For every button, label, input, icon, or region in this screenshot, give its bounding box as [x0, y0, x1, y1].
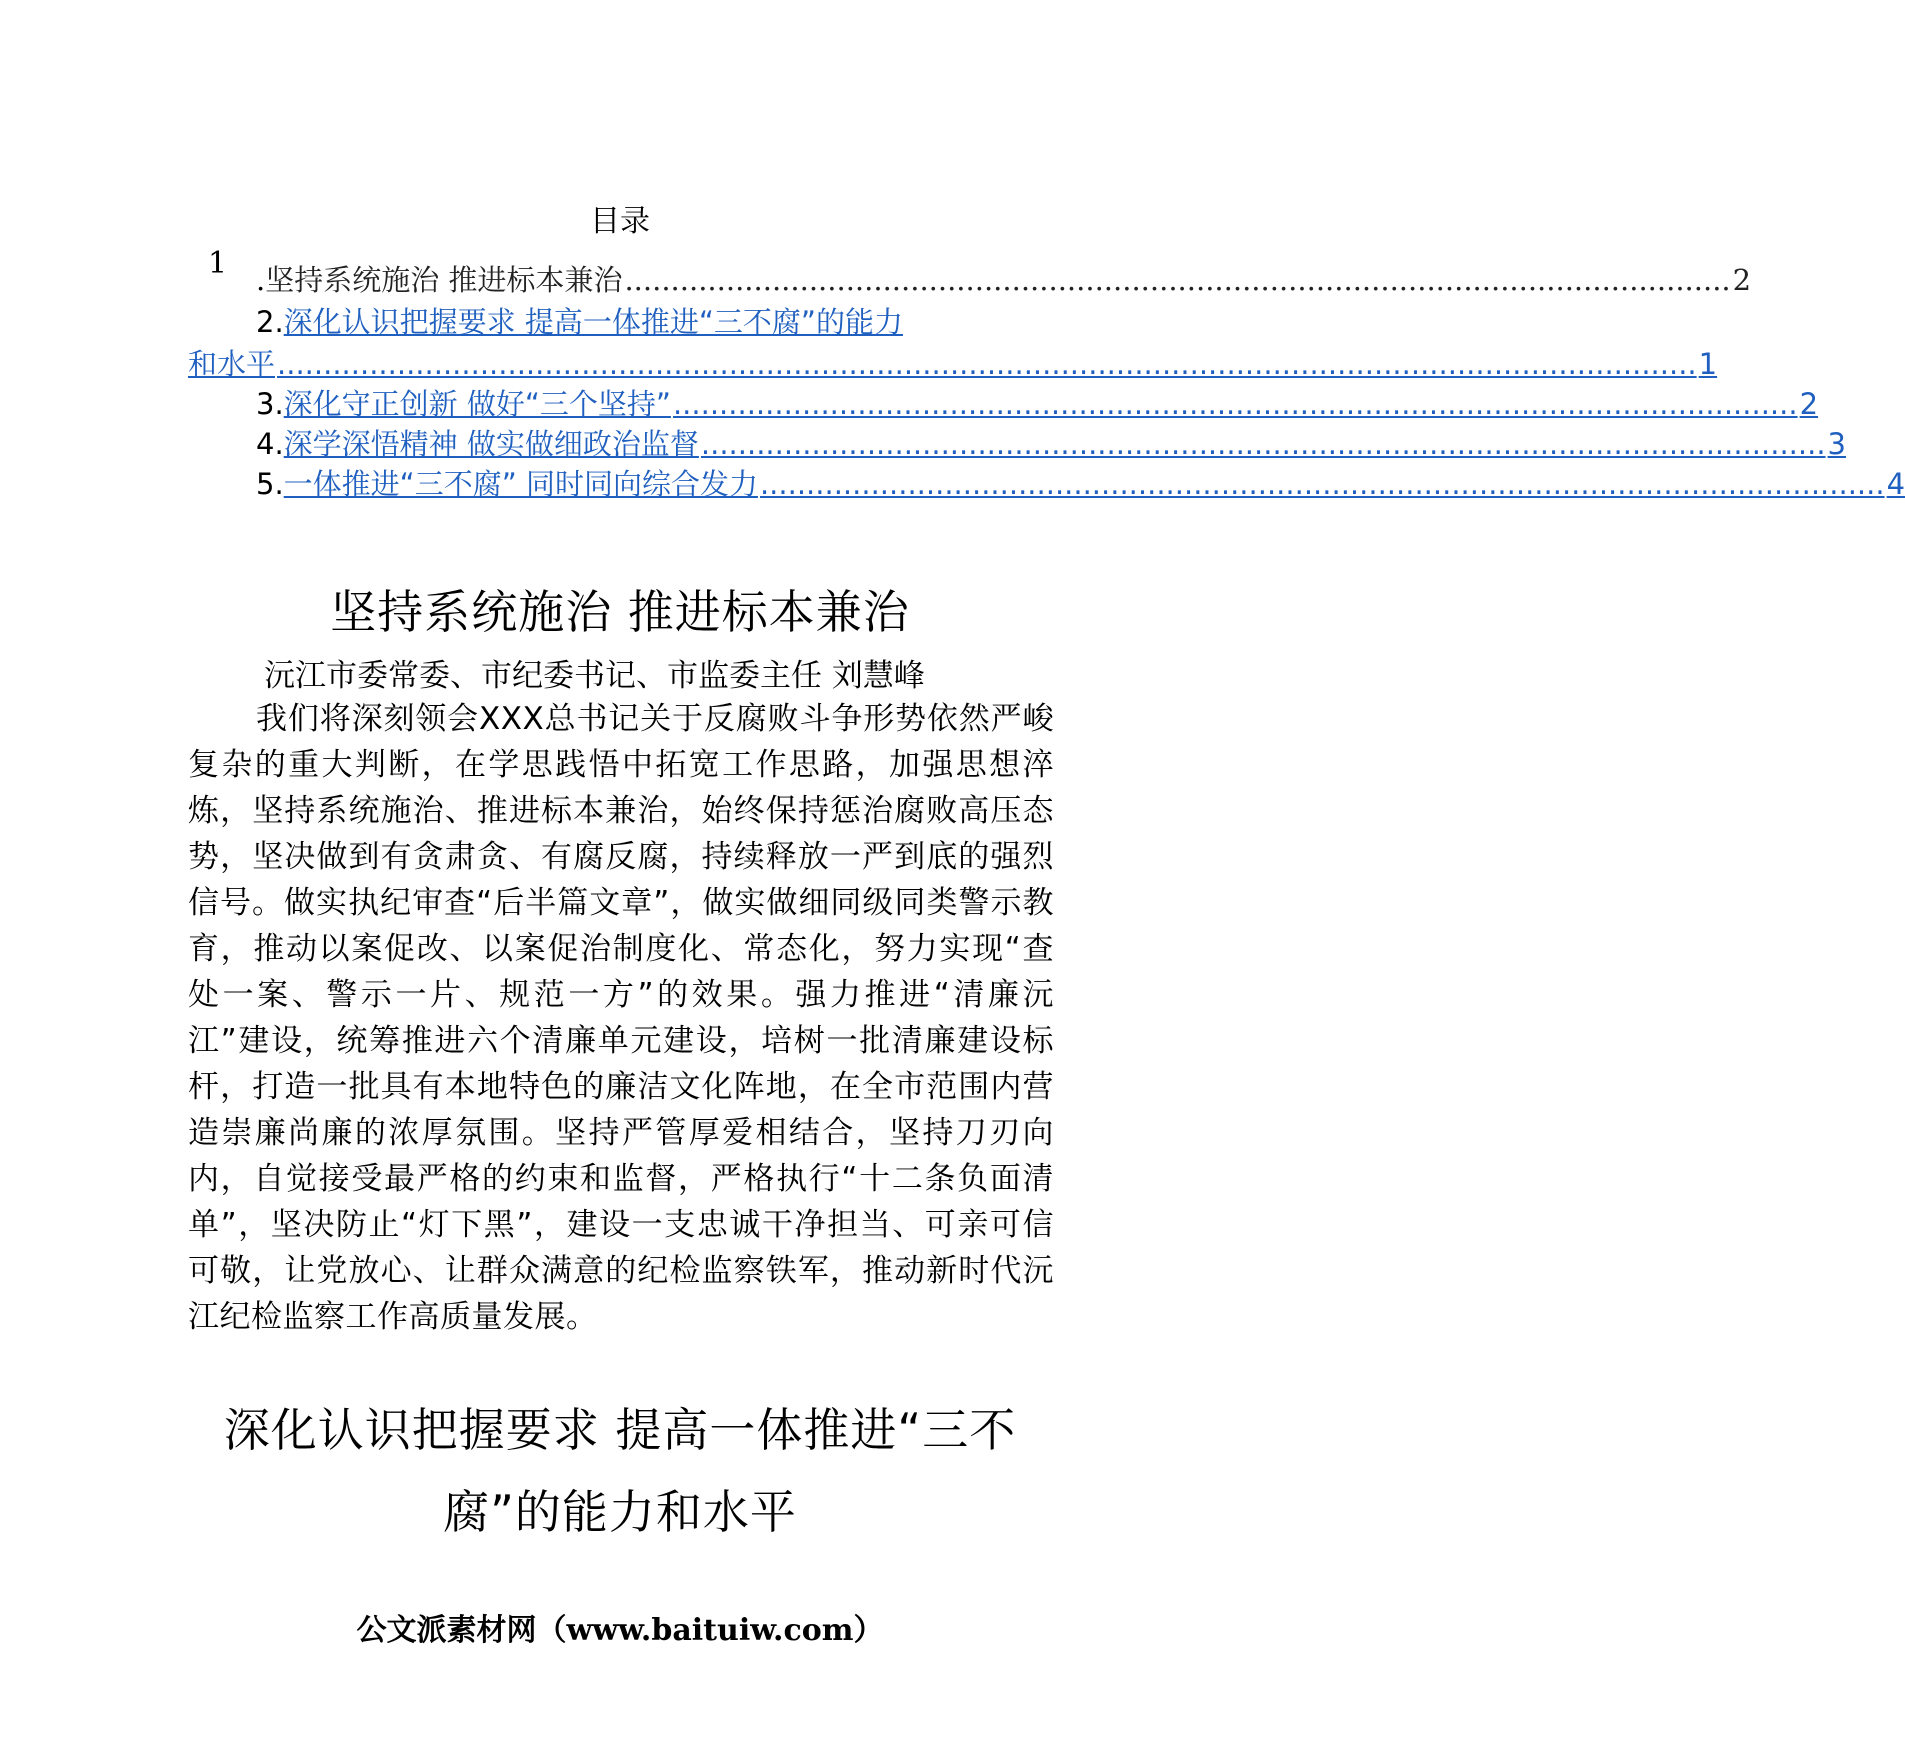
article-2-title-line-2: 腐”的能力和水平 — [443, 1485, 797, 1539]
toc-item-number: 2. — [256, 305, 284, 339]
article-1-byline: 沅江市委常委、市纪委书记、市监委主任 刘慧峰 — [264, 658, 925, 694]
toc-item-page: 3 — [1827, 427, 1846, 461]
toc-item-link[interactable]: 深学深悟精神 做实做细政治监督 — [283, 427, 699, 461]
toc-leader-dots: .......................................................................................................................... — [672, 387, 1798, 421]
toc-item-page: 4 — [1886, 467, 1905, 501]
toc-leader-dots: ........................................................................................................................ — [624, 263, 1731, 297]
footer-watermark: 公文派素材网（www.baituiw.com） — [356, 1613, 884, 1648]
toc-item-number: 4. — [256, 427, 284, 461]
toc-item-link-continued[interactable]: 和水平 — [188, 347, 276, 381]
toc-first-number: 1 — [208, 246, 228, 281]
toc-item-page: 2 — [1799, 387, 1819, 421]
toc-item-5[interactable] — [188, 460, 1905, 504]
toc-item-link[interactable]: 深化认识把握要求 提高一体推进“三不腐”的能力 — [283, 305, 903, 339]
toc-item-number: . — [256, 263, 266, 297]
toc-title: 目录 — [590, 204, 650, 239]
toc-item-number: 5. — [256, 467, 284, 501]
toc-item-3[interactable] — [188, 380, 1819, 424]
toc-item-1[interactable] — [188, 256, 1752, 300]
article-1-title: 坚持系统施治 推进标本兼治 — [330, 585, 910, 639]
toc-item-2[interactable] — [188, 298, 1054, 342]
toc-item-2-continued[interactable] — [188, 340, 1718, 384]
article-1-body: 我们将深刻领会XXX总书记关于反腐败斗争形势依然严峻复杂的重大判断，在学思践悟中拓宽工作思路，加强思想淬炼，坚持系统施治、推进标本兼治，始终保持惩治腐败高压态势，坚决做到有贪肃贪、有腐反腐，持续释放一严到底的强烈信号。做实执纪审查“后半篇文章”，做实做细同级同类警示教育，推动以案促改、以案促治制度化、常态化，努力实现“查处一案、警示一片、规范一方”的效果。强力推进“清廉沅江”建设，统筹推进六个清廉单元建设，培树一批清廉建设标杆，打造一批具有本地特色的廉洁文化阵地，在全市范围内营造崇廉尚廉的浓厚氛围。坚持严管厚爱相结合，坚持刀刃向内，自觉接受最严格的约束和监督，严格执行“十二条负面清单”，坚决防止“灯下黑”，建设一支忠诚干净担当、可亲可信可敬，让党放心、让群众满意的纪检监察铁军，推动新时代沅江纪检监察工作高质量发展。 — [188, 701, 1054, 1335]
toc-leader-dots: .......................................................................................................................... — [700, 427, 1826, 461]
toc-item-text: 坚持系统施治 推进标本兼治 — [265, 263, 623, 297]
toc-leader-dots: .......................................................................................................................................................... — [277, 347, 1697, 381]
toc-item-number: 3. — [256, 387, 284, 421]
toc-leader-dots: .......................................................................................................................... — [759, 467, 1885, 501]
toc-item-page: 2 — [1732, 263, 1752, 297]
toc-item-4[interactable] — [188, 420, 1846, 464]
toc-item-link[interactable]: 深化守正创新 做好“三个坚持” — [283, 387, 671, 421]
article-2-title-line-1: 深化认识把握要求 提高一体推进“三不 — [223, 1403, 1017, 1457]
toc-item-link[interactable]: 一体推进“三不腐” 同时同向综合发力 — [283, 467, 758, 501]
toc-item-page: 1 — [1698, 347, 1718, 381]
